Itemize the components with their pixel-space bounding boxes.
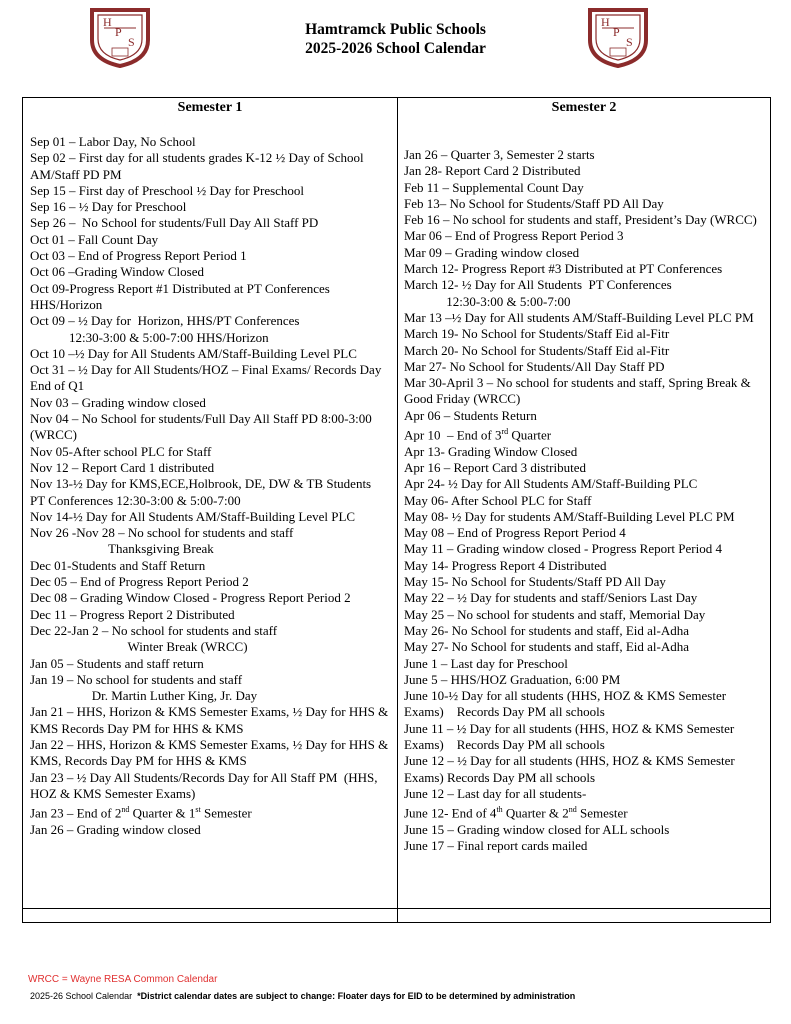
semester-2-event-list [404, 147, 766, 854]
semester-2-event-item: May 26- No School for students and staff, Eid al-Adha [404, 622, 689, 638]
semester-2-event-item: May 06- After School PLC for Staff [404, 492, 592, 508]
semester-2-event-item: Mar 27- No School for Students/All Day Staff PD [404, 358, 665, 374]
semester-1-event-item: Dec 22-Jan 2 – No school for students and staff Winter Break (WRCC) [30, 622, 278, 655]
semester-2-event-item: Apr 13- Grading Window Closed [404, 443, 578, 459]
semester-1-heading: Semester 1 [177, 100, 243, 115]
crest-letter-s: S [626, 35, 633, 49]
footer-calendar-label: 2025-26 School Calendar [30, 991, 133, 1001]
semester-1-event-item: Jan 26 – Grading window closed [30, 821, 201, 837]
semester-2-event-item: June 11 – ½ Day for all students (HHS, HOZ & KMS Semester Exams) Records Day PM all schools [404, 720, 738, 753]
semester-2-event-item: May 22 – ½ Day for students and staff/Seniors Last Day [404, 590, 698, 606]
semester-1-event-list [30, 134, 392, 838]
semester-1-event-item: Oct 10 –½ Day for All Students AM/Staff-Building Level PLC [30, 345, 357, 361]
crest-letter-p: P [115, 25, 122, 39]
semester-2-event-item: June 5 – HHS/HOZ Graduation, 6:00 PM [404, 671, 621, 687]
semester-1-event-item: Oct 06 –Grading Window Closed [30, 264, 204, 280]
semester-1-event-item: Jan 21 – HHS, Horizon & KMS Semester Exams, ½ Day for HHS & KMS Records Day PM for HHS & KMS [30, 704, 392, 736]
semester-1-event-item: Sep 01 – Labor Day, No School [30, 134, 196, 149]
semester-2-event-item: Jan 26 – Quarter 3, Semester 2 starts [404, 147, 595, 162]
semester-1-event-item: Dec 08 – Grading Window Closed - Progress Report Period 2 [30, 590, 351, 606]
semester-1-event-item: Sep 16 – ½ Day for Preschool [30, 199, 187, 215]
calendar-table [22, 97, 771, 923]
semester-2-event-item: May 14- Progress Report 4 Distributed [404, 557, 607, 573]
semester-1-event-item: Nov 14-½ Day for All Students AM/Staff-Building Level PLC [30, 508, 356, 524]
semester-2-event-item: Mar 13 –½ Day for All students AM/Staff-Building Level PLC PM [404, 309, 754, 325]
district-name: Hamtramck Public Schools [305, 21, 486, 38]
semester-2-event-item: May 15- No School for Students/Staff PD All Day [404, 574, 666, 590]
semester-2-event-item: June 10-½ Day for all students (HHS, HOZ & KMS Semester Exams) Records Day PM all schools [404, 688, 730, 720]
semester-2-event-item: Feb 11 – Supplemental Count Day [404, 179, 584, 195]
semester-1-event-item: Jan 19 – No school for students and staff Dr. Martin Luther King, Jr. Day [30, 671, 258, 704]
semester-1-event-item: Dec 11 – Progress Report 2 Distributed [30, 606, 235, 622]
semester-1-event-item: Sep 15 – First day of Preschool ½ Day for Preschool [30, 182, 305, 198]
semester-2-event-item: May 08- ½ Day for students AM/Staff-Building Level PLC PM [404, 508, 735, 524]
semester-1-event-item: Jan 22 – HHS, Horizon & KMS Semester Exams, ½ Day for HHS & KMS, Records Day PM for HHS & KMS [30, 736, 392, 769]
bottom-row-divider [23, 908, 770, 909]
crest-letter-h: H [601, 15, 610, 29]
semester-2-event-item: Mar 30-April 3 – No school for students and staff, Spring Break & Good Friday (WRCC) [404, 375, 758, 407]
semester-1-event-item: Dec 05 – End of Progress Report Period 2 [30, 574, 249, 590]
semester-2-event-item: Feb 13– No School for Students/Staff PD All Day [404, 195, 664, 211]
semester-1-event-item: Nov 05-After school PLC for Staff [30, 443, 212, 459]
semester-2-event-item: Apr 10 – End of 3rd Quarter [404, 427, 552, 443]
crest-letter-s: S [128, 35, 135, 49]
semester-1-event-item: Nov 04 – No School for students/Full Day All Staff PD 8:00-3:00 (WRCC) [30, 411, 375, 443]
semester-1-event-item: Oct 09 – ½ Day for Horizon, HHS/PT Conferences 12:30-3:00 & 5:00-7:00 HHS/Horizon [30, 313, 300, 345]
semester-1-event-item: Sep 26 – No School for students/Full Day All Staff PD [30, 215, 319, 231]
semester-2-event-item: June 12- End of 4th Quarter & 2nd Semester [404, 805, 628, 821]
semester-1-event-item: Nov 12 – Report Card 1 distributed [30, 459, 215, 475]
semester-2-event-item: June 12 – Last day for all students- [404, 785, 587, 801]
semester-2-event-item: May 11 – Grading window closed - Progress Report Period 4 [404, 541, 722, 557]
calendar-title: 2025-2026 School Calendar [305, 40, 486, 57]
semester-2-event-item: May 27- No School for students and staff, Eid al-Adha [404, 639, 689, 655]
semester-2-event-item: June 17 – Final report cards mailed [404, 838, 588, 854]
semester-2-event-item: Mar 06 – End of Progress Report Period 3 [404, 228, 624, 244]
column-divider [397, 98, 398, 922]
semester-2-event-item: Jan 28- Report Card 2 Distributed [404, 163, 581, 179]
semester-2-event-item: Apr 06 – Students Return [404, 407, 537, 423]
semester-2-event-item: Apr 16 – Report Card 3 distributed [404, 459, 586, 475]
footer-disclaimer [30, 991, 575, 1001]
semester-2-event-item: June 15 – Grading window closed for ALL schools [404, 821, 670, 837]
semester-2-event-item: Mar 09 – Grading window closed [404, 244, 580, 260]
semester-2-event-item: March 19- No School for Students/Staff Eid al-Fitr [404, 326, 670, 342]
semester-2-event-item: March 20- No School for Students/Staff Eid al-Fitr [404, 342, 670, 358]
crest-letter-p: P [613, 25, 620, 39]
semester-1-event-item: Nov 26 -Nov 28 – No school for students and staff Thanksgiving Break [30, 525, 294, 557]
footer-disclaimer-text: *District calendar dates are subject to change: Floater days for EID to be determined by administration [137, 991, 576, 1001]
semester-1-event-item: Oct 09-Progress Report #1 Distributed at PT Conferences HHS/Horizon [30, 280, 334, 312]
semester-1-event-item: Oct 01 – Fall Count Day [30, 231, 159, 247]
semester-1-event-item: Jan 23 – ½ Day All Students/Records Day for All Staff PM (HHS, HOZ & KMS Semester Exams) [30, 769, 381, 801]
semester-1-event-item: Nov 03 – Grading window closed [30, 394, 206, 410]
semester-1-event-item: Oct 31 – ½ Day for All Students/HOZ – Final Exams/ Records Day End of Q1 [30, 362, 385, 394]
semester-2-event-item: Feb 16 – No school for students and staff, President’s Day (WRCC) [404, 212, 757, 228]
page-header [0, 20, 791, 58]
semester-1-event-item: Sep 02 – First day for all students grades K-12 ½ Day of School AM/Staff PD PM [30, 150, 367, 182]
semester-1-event-item: Jan 05 – Students and staff return [30, 655, 204, 671]
semester-1-event-item: Nov 13-½ Day for KMS,ECE,Holbrook, DE, DW & TB Students PT Conferences 12:30-3:00 & 5:00-7:00 [30, 476, 378, 508]
semester-2-event-item: March 12- ½ Day for All Students PT Conferences 12:30-3:00 & 5:00-7:00 [404, 277, 672, 309]
wrcc-legend: WRCC = Wayne RESA Common Calendar [28, 974, 218, 985]
semester-2-event-item: June 1 – Last day for Preschool [404, 655, 568, 671]
semester-2-event-item: May 25 – No school for students and staff, Memorial Day [404, 606, 706, 622]
semester-2-heading: Semester 2 [551, 100, 617, 115]
semester-1-event-item: Jan 23 – End of 2nd Quarter & 1st Semester [30, 805, 252, 821]
semester-2-event-item: May 08 – End of Progress Report Period 4 [404, 525, 626, 541]
semester-1-event-item: Dec 01-Students and Staff Return [30, 557, 206, 573]
semester-2-event-item: Apr 24- ½ Day for All Students AM/Staff-Building PLC [404, 476, 698, 492]
crest-letter-h: H [103, 15, 112, 29]
semester-1-event-item: Oct 03 – End of Progress Report Period 1 [30, 248, 247, 264]
semester-2-event-item: March 12- Progress Report #3 Distributed at PT Conferences [404, 261, 723, 277]
semester-2-event-item: June 12 – ½ Day for all students (HHS, HOZ & KMS Semester Exams) Records Day PM all schools [404, 753, 738, 785]
